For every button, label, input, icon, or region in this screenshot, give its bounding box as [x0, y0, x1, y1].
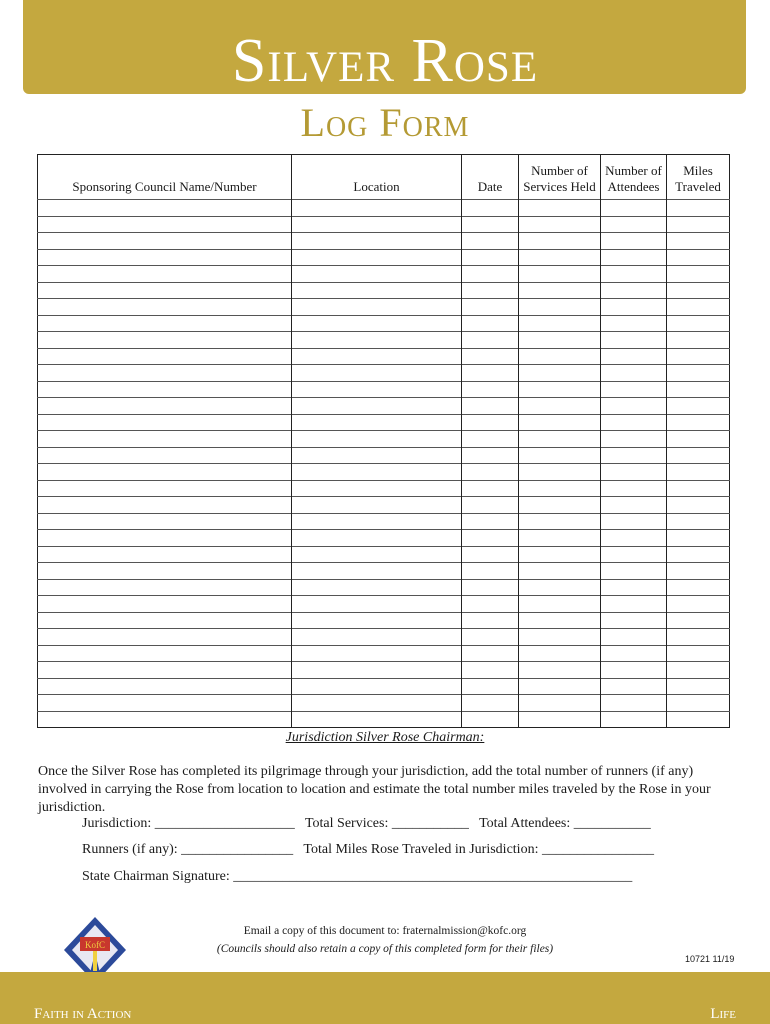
table-cell[interactable] [462, 249, 519, 266]
table-cell[interactable] [519, 513, 601, 530]
page-title: Silver Rose [231, 27, 539, 95]
table-cell[interactable] [38, 447, 292, 464]
table-cell[interactable] [519, 579, 601, 596]
table-cell[interactable] [38, 662, 292, 679]
table-cell[interactable] [667, 282, 730, 299]
table-row[interactable] [38, 563, 730, 580]
table-cell[interactable] [667, 315, 730, 332]
table-cell[interactable] [462, 431, 519, 448]
table-cell[interactable] [667, 216, 730, 233]
table-cell[interactable] [601, 464, 667, 481]
table-row[interactable] [38, 596, 730, 613]
table-cell[interactable] [519, 546, 601, 563]
table-cell[interactable] [519, 200, 601, 217]
table-row[interactable] [38, 365, 730, 382]
table-cell[interactable] [292, 332, 462, 349]
table-cell[interactable] [462, 645, 519, 662]
table-cell[interactable] [38, 678, 292, 695]
table-cell[interactable] [38, 200, 292, 217]
table-cell[interactable] [601, 563, 667, 580]
table-cell[interactable] [462, 629, 519, 646]
table-cell[interactable] [667, 497, 730, 514]
table-cell[interactable] [667, 678, 730, 695]
table-cell[interactable] [38, 348, 292, 365]
table-cell[interactable] [462, 711, 519, 728]
table-cell[interactable] [462, 233, 519, 250]
table-cell[interactable] [601, 200, 667, 217]
retain-note: (Councils should also retain a copy of this completed form for their files) [216, 943, 554, 955]
table-cell[interactable] [38, 563, 292, 580]
table-cell[interactable] [462, 695, 519, 712]
table-cell[interactable] [38, 480, 292, 497]
table-cell[interactable] [519, 662, 601, 679]
table-cell[interactable] [519, 414, 601, 431]
chairman-label: Jurisdiction Silver Rose Chairman: [285, 730, 485, 745]
table-row[interactable] [38, 711, 730, 728]
table-cell[interactable] [519, 381, 601, 398]
table-cell[interactable] [38, 464, 292, 481]
column-header-date: Date [462, 155, 519, 200]
table-cell[interactable] [667, 447, 730, 464]
table-cell[interactable] [38, 266, 292, 283]
table-cell[interactable] [519, 480, 601, 497]
table-cell[interactable] [601, 645, 667, 662]
table-cell[interactable] [601, 612, 667, 629]
table-cell[interactable] [601, 579, 667, 596]
table-cell[interactable] [601, 431, 667, 448]
table-cell[interactable] [601, 348, 667, 365]
table-cell[interactable] [601, 596, 667, 613]
table-row[interactable] [38, 200, 730, 217]
table-row[interactable] [38, 612, 730, 629]
table-cell[interactable] [601, 513, 667, 530]
table-cell[interactable] [601, 249, 667, 266]
table-row[interactable] [38, 579, 730, 596]
table-cell[interactable] [38, 414, 292, 431]
table-cell[interactable] [292, 662, 462, 679]
table-cell[interactable] [462, 365, 519, 382]
table-cell[interactable] [292, 233, 462, 250]
table-cell[interactable] [519, 365, 601, 382]
table-cell[interactable] [292, 216, 462, 233]
table-cell[interactable] [667, 249, 730, 266]
table-cell[interactable] [667, 299, 730, 316]
table-cell[interactable] [667, 629, 730, 646]
table-cell[interactable] [519, 315, 601, 332]
table-row[interactable] [38, 315, 730, 332]
table-cell[interactable] [519, 233, 601, 250]
table-cell[interactable] [667, 381, 730, 398]
table-cell[interactable] [292, 348, 462, 365]
table-cell[interactable] [667, 348, 730, 365]
table-cell[interactable] [292, 480, 462, 497]
table-cell[interactable] [667, 480, 730, 497]
table-cell[interactable] [519, 645, 601, 662]
table-cell[interactable] [462, 662, 519, 679]
runners-miles-fields[interactable]: Runners (if any): ________________ Total Miles Rose Traveled in Jurisdiction: ________________ [82, 842, 654, 857]
table-cell[interactable] [519, 678, 601, 695]
table-cell[interactable] [462, 447, 519, 464]
table-cell[interactable] [38, 233, 292, 250]
table-cell[interactable] [667, 464, 730, 481]
table-row[interactable] [38, 695, 730, 712]
table-row[interactable] [38, 332, 730, 349]
table-cell[interactable] [292, 381, 462, 398]
table-cell[interactable] [519, 629, 601, 646]
table-cell[interactable] [292, 579, 462, 596]
table-cell[interactable] [38, 332, 292, 349]
table-cell[interactable] [292, 249, 462, 266]
table-cell[interactable] [667, 662, 730, 679]
table-cell[interactable] [292, 513, 462, 530]
email-note: Email a copy of this document to: fraternalmission@kofc.org [243, 925, 527, 937]
table-cell[interactable] [519, 299, 601, 316]
table-cell[interactable] [601, 414, 667, 431]
table-row[interactable] [38, 414, 730, 431]
table-row[interactable] [38, 233, 730, 250]
table-cell[interactable] [601, 398, 667, 415]
table-cell[interactable] [292, 365, 462, 382]
table-cell[interactable] [519, 612, 601, 629]
table-cell[interactable] [38, 530, 292, 547]
column-header-location: Location [292, 155, 462, 200]
table-cell[interactable] [667, 365, 730, 382]
table-row[interactable] [38, 480, 730, 497]
table-cell[interactable] [519, 398, 601, 415]
table-cell[interactable] [292, 431, 462, 448]
table-row[interactable] [38, 266, 730, 283]
table-cell[interactable] [667, 431, 730, 448]
instructions-text: Once the Silver Rose has completed its pilgrimage through your jurisdiction, add the total number of runners (if any) involved in carrying the Rose from location to location and estimate the total number miles traveled by the Rose in your jurisdiction. [38, 764, 711, 815]
table-cell[interactable] [667, 513, 730, 530]
table-cell[interactable] [667, 233, 730, 250]
table-cell[interactable] [601, 711, 667, 728]
table-cell[interactable] [292, 678, 462, 695]
table-cell[interactable] [292, 200, 462, 217]
table-cell[interactable] [292, 695, 462, 712]
table-cell[interactable] [519, 216, 601, 233]
table-cell[interactable] [292, 711, 462, 728]
table-cell[interactable] [519, 266, 601, 283]
table-cell[interactable] [292, 299, 462, 316]
table-cell[interactable] [292, 497, 462, 514]
table-cell[interactable] [667, 266, 730, 283]
table-cell[interactable] [38, 711, 292, 728]
table-row[interactable] [38, 398, 730, 415]
table-cell[interactable] [462, 612, 519, 629]
table-cell[interactable] [292, 563, 462, 580]
table-cell[interactable] [292, 612, 462, 629]
table-cell[interactable] [601, 530, 667, 547]
table-row[interactable] [38, 216, 730, 233]
table-cell[interactable] [601, 282, 667, 299]
table-cell[interactable] [601, 266, 667, 283]
svg-text:KofC: KofC [85, 940, 105, 950]
table-cell[interactable] [462, 315, 519, 332]
table-row[interactable] [38, 645, 730, 662]
table-cell[interactable] [38, 513, 292, 530]
table-row[interactable] [38, 464, 730, 481]
table-cell[interactable] [462, 513, 519, 530]
table-cell[interactable] [601, 629, 667, 646]
form-code: 10721 11/19 [685, 954, 735, 964]
table-cell[interactable] [667, 414, 730, 431]
table-row[interactable] [38, 629, 730, 646]
table-cell[interactable] [667, 711, 730, 728]
table-cell[interactable] [601, 299, 667, 316]
table-cell[interactable] [462, 497, 519, 514]
table-cell[interactable] [462, 464, 519, 481]
table-cell[interactable] [667, 530, 730, 547]
table-cell[interactable] [601, 695, 667, 712]
table-cell[interactable] [519, 431, 601, 448]
table-cell[interactable] [667, 579, 730, 596]
table-cell[interactable] [601, 381, 667, 398]
column-header-miles: Miles Traveled [667, 155, 730, 200]
table-cell[interactable] [462, 546, 519, 563]
table-cell[interactable] [292, 546, 462, 563]
table-cell[interactable] [601, 216, 667, 233]
table-cell[interactable] [292, 629, 462, 646]
table-cell[interactable] [519, 563, 601, 580]
table-row[interactable] [38, 431, 730, 448]
table-cell[interactable] [292, 447, 462, 464]
table-cell[interactable] [462, 579, 519, 596]
table-cell[interactable] [38, 299, 292, 316]
table-cell[interactable] [462, 563, 519, 580]
table-cell[interactable] [292, 645, 462, 662]
table-row[interactable] [38, 249, 730, 266]
signature-field[interactable]: State Chairman Signature: _________________________________________________________ [82, 869, 633, 884]
table-cell[interactable] [601, 365, 667, 382]
table-cell[interactable] [667, 563, 730, 580]
table-cell[interactable] [601, 315, 667, 332]
table-cell[interactable] [519, 332, 601, 349]
table-cell[interactable] [462, 480, 519, 497]
table-cell[interactable] [38, 546, 292, 563]
table-cell[interactable] [462, 266, 519, 283]
table-cell[interactable] [462, 381, 519, 398]
table-cell[interactable] [462, 414, 519, 431]
table-cell[interactable] [292, 282, 462, 299]
log-table [37, 154, 730, 728]
table-cell[interactable] [38, 695, 292, 712]
table-row[interactable] [38, 497, 730, 514]
table-cell[interactable] [519, 596, 601, 613]
table-row[interactable] [38, 546, 730, 563]
table-cell[interactable] [601, 662, 667, 679]
table-row[interactable] [38, 678, 730, 695]
table-cell[interactable] [38, 629, 292, 646]
table-row[interactable] [38, 530, 730, 547]
table-cell[interactable] [667, 612, 730, 629]
table-cell[interactable] [601, 447, 667, 464]
table-cell[interactable] [519, 711, 601, 728]
table-cell[interactable] [519, 530, 601, 547]
table-cell[interactable] [519, 282, 601, 299]
page-subtitle: Log Form [300, 100, 470, 145]
table-cell[interactable] [462, 200, 519, 217]
table-row[interactable] [38, 513, 730, 530]
table-row[interactable] [38, 662, 730, 679]
table-cell[interactable] [519, 348, 601, 365]
table-cell[interactable] [519, 447, 601, 464]
table-cell[interactable] [601, 497, 667, 514]
table-cell[interactable] [38, 381, 292, 398]
table-cell[interactable] [667, 398, 730, 415]
table-cell[interactable] [601, 233, 667, 250]
table-cell[interactable] [667, 200, 730, 217]
table-cell[interactable] [292, 464, 462, 481]
table-cell[interactable] [38, 315, 292, 332]
table-cell[interactable] [462, 596, 519, 613]
column-header-services: Number of Services Held [519, 155, 601, 200]
column-header-attendees: Number of Attendees [601, 155, 667, 200]
table-cell[interactable] [462, 282, 519, 299]
table-row[interactable] [38, 299, 730, 316]
table-cell[interactable] [292, 414, 462, 431]
table-row[interactable] [38, 381, 730, 398]
table-cell[interactable] [38, 282, 292, 299]
table-row[interactable] [38, 348, 730, 365]
table-cell[interactable] [462, 348, 519, 365]
table-cell[interactable] [601, 480, 667, 497]
table-cell[interactable] [601, 678, 667, 695]
table-cell[interactable] [292, 530, 462, 547]
table-cell[interactable] [38, 398, 292, 415]
table-cell[interactable] [667, 332, 730, 349]
table-row[interactable] [38, 282, 730, 299]
table-cell[interactable] [667, 695, 730, 712]
table-cell[interactable] [292, 398, 462, 415]
table-cell[interactable] [462, 678, 519, 695]
table-cell[interactable] [38, 579, 292, 596]
table-cell[interactable] [38, 497, 292, 514]
table-cell[interactable] [38, 645, 292, 662]
column-header-council: Sponsoring Council Name/Number [72, 179, 257, 194]
table-cell[interactable] [462, 398, 519, 415]
table-cell[interactable] [667, 645, 730, 662]
table-cell[interactable] [462, 530, 519, 547]
table-cell[interactable] [38, 216, 292, 233]
table-cell[interactable] [38, 249, 292, 266]
table-cell[interactable] [38, 612, 292, 629]
jurisdiction-fields[interactable]: Jurisdiction: ____________________ Total Services: ___________ Total Attendees: ___________ [82, 816, 651, 831]
table-cell[interactable] [519, 695, 601, 712]
table-cell[interactable] [38, 365, 292, 382]
table-cell[interactable] [667, 546, 730, 563]
table-cell[interactable] [519, 464, 601, 481]
table-cell[interactable] [601, 332, 667, 349]
table-cell[interactable] [601, 546, 667, 563]
table-row[interactable] [38, 447, 730, 464]
table-cell[interactable] [519, 497, 601, 514]
table-cell[interactable] [667, 596, 730, 613]
table-cell[interactable] [462, 299, 519, 316]
table-cell[interactable] [519, 249, 601, 266]
table-cell[interactable] [292, 266, 462, 283]
table-cell[interactable] [38, 596, 292, 613]
table-cell[interactable] [462, 332, 519, 349]
table-cell[interactable] [462, 216, 519, 233]
table-cell[interactable] [38, 431, 292, 448]
table-cell[interactable] [292, 596, 462, 613]
table-cell[interactable] [292, 315, 462, 332]
